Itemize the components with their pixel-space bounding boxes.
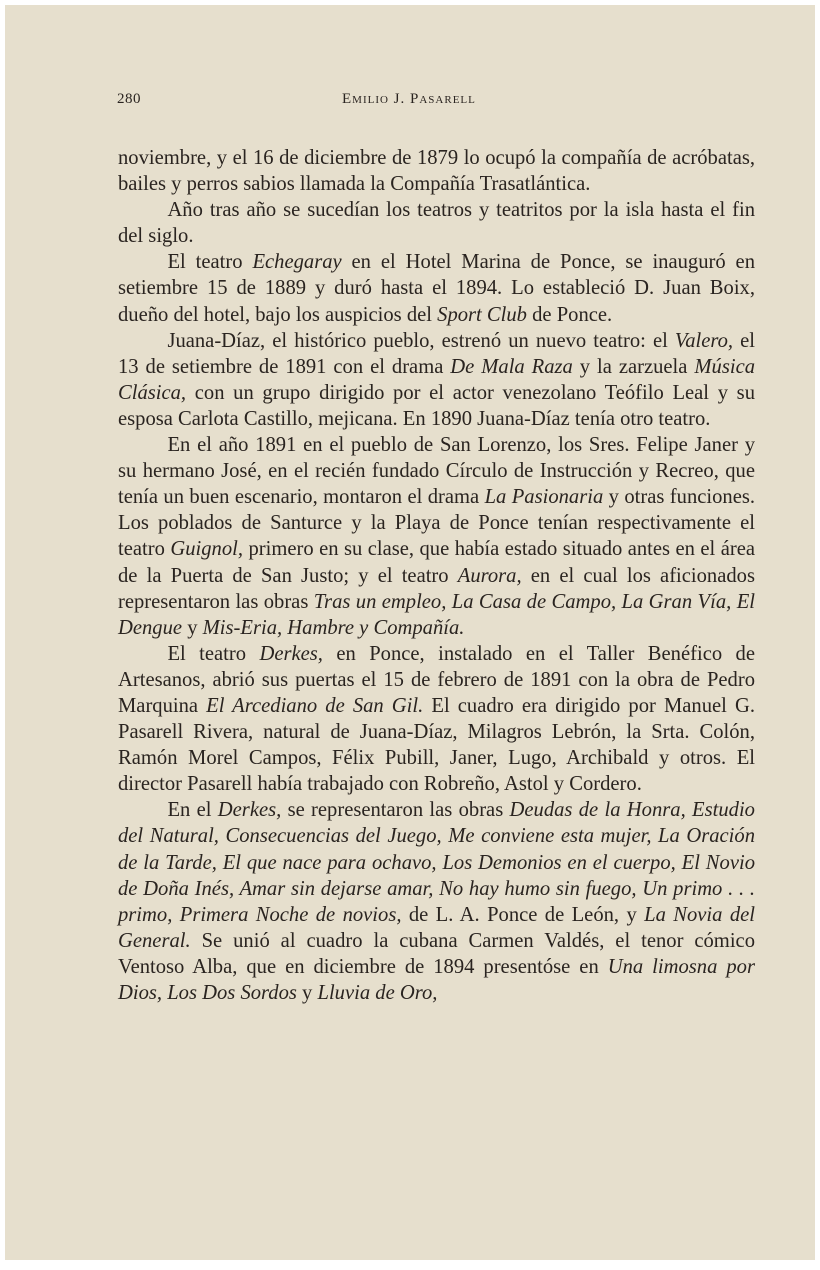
paragraph [118,197,755,249]
text-run: se representaron las obras [281,799,510,822]
paragraph [118,328,755,432]
italic-title: Aurora, [457,564,522,587]
italic-title: Valero, [674,329,734,352]
italic-title: La Novia del General. [118,903,755,952]
paragraph [118,797,755,1006]
text-run: en el Hotel Marina de Ponce, se inauguró en setiembre 15 de 1889 y duró hasta el 1894. Lo estableció D. Juan Boix, dueño del hotel, bajo los auspicios del [118,251,755,326]
italic-title: Echegaray [252,251,342,274]
book-page [5,5,815,1260]
text-run: y la zarzuela [572,355,695,378]
paragraph [118,641,755,798]
text-run: En el año 1891 en el pueblo de San Lorenzo, los Sres. Felipe Janer y su hermano José, en el recién fundado Círculo de Instrucción y Recreo, que tenía un buen escenario, montaron el drama [118,434,755,509]
italic-title: La Pasionaria [484,486,604,509]
italic-title: El Arcediano de San Gil. [206,694,424,717]
text-run: en el cual los aficionados representaron las obras [118,564,755,613]
running-head: Emilio J. Pasarell [342,91,476,107]
italic-title: Derkes, [217,799,282,822]
body-text [118,145,755,1006]
text-run: y otras funciones. Los poblados de Santurce y la Playa de Ponce tenían respectivamente el teatro [118,486,755,561]
text-run: y [296,982,318,1004]
page-header [117,91,757,115]
text-run: el 13 de setiembre de 1891 con el drama [118,329,756,378]
text-run: primero en su clase, que había estado situado antes en el área de la Puerta de San Justo; y el teatro [118,538,755,587]
text-run: y [182,616,203,639]
text-run: El cuadro era dirigido por Manuel G. Pasarell Rivera, natural de Juana-Díaz, Milagros Lebrón, la Srta. Colón, Ramón Morel Campos, Félix Pubill, Janer, Lugo, Archibald y otros. El director Pasarell había trabajado con Robreño, Astol y Cordero. [118,694,755,796]
text-run: de Ponce. [526,303,613,326]
text-run: de L. A. Ponce de León, y [401,903,645,926]
paragraph [118,249,755,327]
text-run: Año tras año se sucedían los teatros y teatritos por la isla hasta el fin del siglo. [118,199,755,248]
page-number: 280 [117,91,141,107]
text-run: En el [167,799,218,822]
italic-title: Tras un empleo, La Casa de Campo, La Gran Vía, El Dengue [118,590,755,639]
italic-title: Música Clásica, [118,355,755,404]
italic-title: Derkes, [259,642,323,665]
text-run: Juana-Díaz, el histórico pueblo, estrenó un nuevo teatro: el [167,329,675,352]
italic-title: Deudas de la Honra, Estudio del Natural, Consecuencias del Juego, Me conviene esta mujer, La Oración de la Tarde, El que nace para ochavo, Los Demonios en el cuerpo, El Novio de Doña Inés, Amar sin dejarse amar, No hay humo sin fuego, Un primo . . . primo, Primera Noche de novios, [118,799,755,926]
text-run: Se unió al cuadro la cubana Carmen Valdés, el tenor cómico Ventoso Alba, que en diciembre de 1894 presentóse en [118,929,755,978]
text-run: en Ponce, instalado en el Taller Benéfico de Artesanos, abrió sus puertas el 15 de febrero de 1891 con la obra de Pedro Marquina [118,642,755,717]
text-run: El teatro [167,642,260,665]
paragraph [118,432,755,641]
italic-title: Guignol, [170,538,243,561]
paragraph [118,145,755,197]
italic-title: Mis-Eria, Hambre y Compañía. [202,616,465,639]
italic-title: Sport Club [437,303,527,326]
italic-title: Lluvia de Oro, [317,982,438,1004]
text-run: noviembre, y el 16 de diciembre de 1879 lo ocupó la compañía de acróbatas, bailes y perros sabios llamada la Compañía Trasatlántica. [118,147,755,196]
italic-title: De Mala Raza [450,355,573,378]
text-run: con un grupo dirigido por el actor venezolano Teófilo Leal y su esposa Carlota Castillo, mejicana. En 1890 Juana-Díaz tenía otro teatro. [118,381,755,430]
text-run: El teatro [167,251,253,274]
italic-title: Una limosna por Dios, Los Dos Sordos [118,955,755,1004]
